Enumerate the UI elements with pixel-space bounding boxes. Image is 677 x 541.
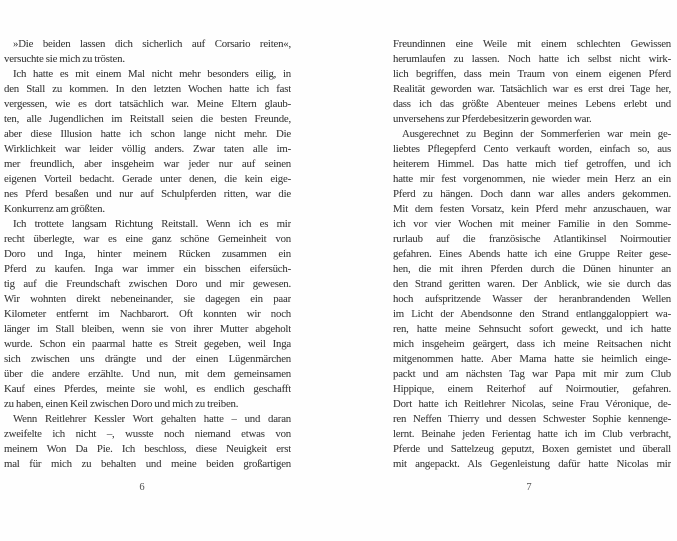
- text-line: mal für mich zu behalten und meine beiden großartigen: [4, 458, 291, 470]
- text-line: lich begriffen, dass mein Traum von einem eigenen Pferd: [393, 68, 671, 80]
- text-line: Wenn Reitlehrer Kessler Wort gehalten hatte – und daran: [13, 413, 291, 425]
- text-line: Wir wohnten direkt nebeneinander, sie dagegen ein paar: [4, 293, 291, 305]
- text-line: über die andere erzählte. Und nun, mit dem gemeinsamen: [4, 368, 291, 380]
- text-line: den Strand geritten waren. Der Anblick, wie sie durch das: [393, 278, 671, 290]
- text-line: Ich trottete langsam Richtung Reitstall. Wenn ich es mir: [13, 218, 291, 230]
- text-line: Pferde und Sattelzeug geputzt, Boxen gemistet und überall: [393, 443, 671, 455]
- text-line: mit angepackt. Als Gegenleistung dafür hatte Nicolas mir: [393, 458, 671, 470]
- text-line: mer freundlich, aber insgeheim war jeder nur auf seinen: [4, 158, 291, 170]
- text-line: versuchte sie mich zu trösten.: [4, 53, 125, 65]
- text-line: zu haben, einen Keil zwischen Doro und mich zu treiben.: [4, 398, 239, 410]
- text-line: meinem Won Da Pie. Ich beschloss, diese Neuigkeit erst: [4, 443, 291, 455]
- left-page-number: 6: [139, 482, 145, 493]
- text-line: wurde. Schon ein paarmal hatte es Streit gegeben, weil Inga: [4, 338, 291, 350]
- text-line: Pferd zu hängen. Doch dann war alles anders gekommen.: [393, 188, 671, 200]
- right-page-text: [393, 37, 671, 472]
- text-line: Wirklichkeit war leider völlig anders. Zwar taten alle im-: [4, 143, 291, 155]
- text-line: Mit dem festen Vorsatz, kein Pferd mehr anzuschauen, war: [393, 203, 671, 215]
- text-line: Kilometer entfernt im Nachbarort. Oft konnten wir noch: [4, 308, 291, 320]
- text-line: Ausgerechnet zu Beginn der Sommerferien war mein ge-: [402, 128, 671, 140]
- left-page-text: [4, 37, 291, 472]
- text-line: liebtes Pflegepferd Cento verkauft worden, einfach so, aus: [393, 143, 671, 155]
- text-line: packt und am nächsten Tag war Papa mit mir zum Club: [393, 368, 671, 380]
- text-line: eigenen Vorteil bedacht. Gerade unter denen, die kein eige-: [4, 173, 291, 185]
- right-page-number: 7: [526, 482, 532, 493]
- text-line: tig auf die Freundschaft zwischen Doro und mir gewesen.: [4, 278, 291, 290]
- text-line: Dort hatte ich Reitlehrer Nicolas, seine Frau Véronique, de-: [393, 398, 671, 410]
- text-line: heiterem Himmel. Das hatte mich tief getroffen, und ich: [393, 158, 671, 170]
- text-line: Doro und Inga, hinter meinem Rücken zusammen ein: [4, 248, 291, 260]
- text-line: im Licht der Abendsonne den Strand entlanggaloppiert wa-: [393, 308, 671, 320]
- text-line: lernt. Beinahe jeden Ferientag hatte ich im Club verbracht,: [393, 428, 671, 440]
- text-line: vergessen, wie es dort tatsächlich war. Meine Eltern glaub-: [4, 98, 291, 110]
- text-line: hen, die mit ihren Pferden durch die Dünen hinunter an: [393, 263, 671, 275]
- text-line: sich zwischen uns drängte und der einen Lügenmärchen: [4, 353, 291, 365]
- text-line: Konkurrenz am größten.: [4, 203, 105, 215]
- text-line: Realität geworden war. Tatsächlich war es erst drei Tage her,: [393, 83, 671, 95]
- text-line: Hippique, einem Reiterhof auf Noirmoutier, gefahren.: [393, 383, 671, 395]
- text-line: unversehens zur Pferdebesitzerin geworden war.: [393, 113, 592, 125]
- text-line: ten, alle Jugendlichen im Reitstall seien die besten Freunde,: [4, 113, 291, 125]
- text-line: Ich hatte es mit einem Mal nicht mehr besonders eilig, in: [13, 68, 291, 80]
- text-line: ren Neffen Thierry und dessen Schwester Sophie kennenge-: [393, 413, 671, 425]
- text-line: recht überlegte, war es eine ganz schöne Gemeinheit von: [4, 233, 291, 245]
- text-line: nes Pferd besaßen und nur auf Schulpferden ritten, war die: [4, 188, 291, 200]
- text-line: Kauf eines Pferdes, meinte sie wohl, es endlich geschafft: [4, 383, 291, 395]
- text-line: aber diese Illusion hatte ich schon lange nicht mehr. Die: [4, 128, 291, 140]
- text-line: Freundinnen eine Weile mit einem schlechten Gewissen: [393, 38, 671, 50]
- text-line: Pferd zu kaufen. Inga war immer ein bisschen eifersüch-: [4, 263, 291, 275]
- text-line: länger im Stall bleiben, wenn sie von ihrer Mutter abgeholt: [4, 323, 291, 335]
- text-line: gefahren. Eines Abends hatte ich eine Gruppe Reiter gese-: [393, 248, 671, 260]
- text-line: den Stall zu kommen. In den letzten Wochen hatte ich fast: [4, 83, 291, 95]
- text-line: rurlaub auf die französische Atlantikinsel Noirmoutier: [393, 233, 671, 245]
- text-line: mitgenommen hatte. Aber Mama hatte sie heimlich einge-: [393, 353, 671, 365]
- text-line: »Die beiden lassen dich sicherlich auf Corsario reiten«,: [13, 38, 291, 50]
- text-line: zweifelte ich nicht –, wusste noch niemand etwas von: [4, 428, 291, 440]
- text-line: ich vor vier Wochen mit meiner Familie in den Somme-: [393, 218, 671, 230]
- text-line: mich insgeheim geärgert, dass ich meine Reitsachen nicht: [393, 338, 671, 350]
- text-line: hoch aufspritzende Wasser der heranbrandenden Wellen: [393, 293, 671, 305]
- text-line: herumlaufen zu lassen. Noch hatte ich selbst nicht wirk-: [393, 53, 671, 65]
- text-line: hatte mir fest vorgenommen, nie wieder mein Herz an ein: [393, 173, 671, 185]
- text-line: ren, hatte meine Sehnsucht sofort geweckt, und ich hatte: [393, 323, 671, 335]
- text-line: dass ich das größte Abenteuer meines Lebens erlebt und: [393, 98, 671, 110]
